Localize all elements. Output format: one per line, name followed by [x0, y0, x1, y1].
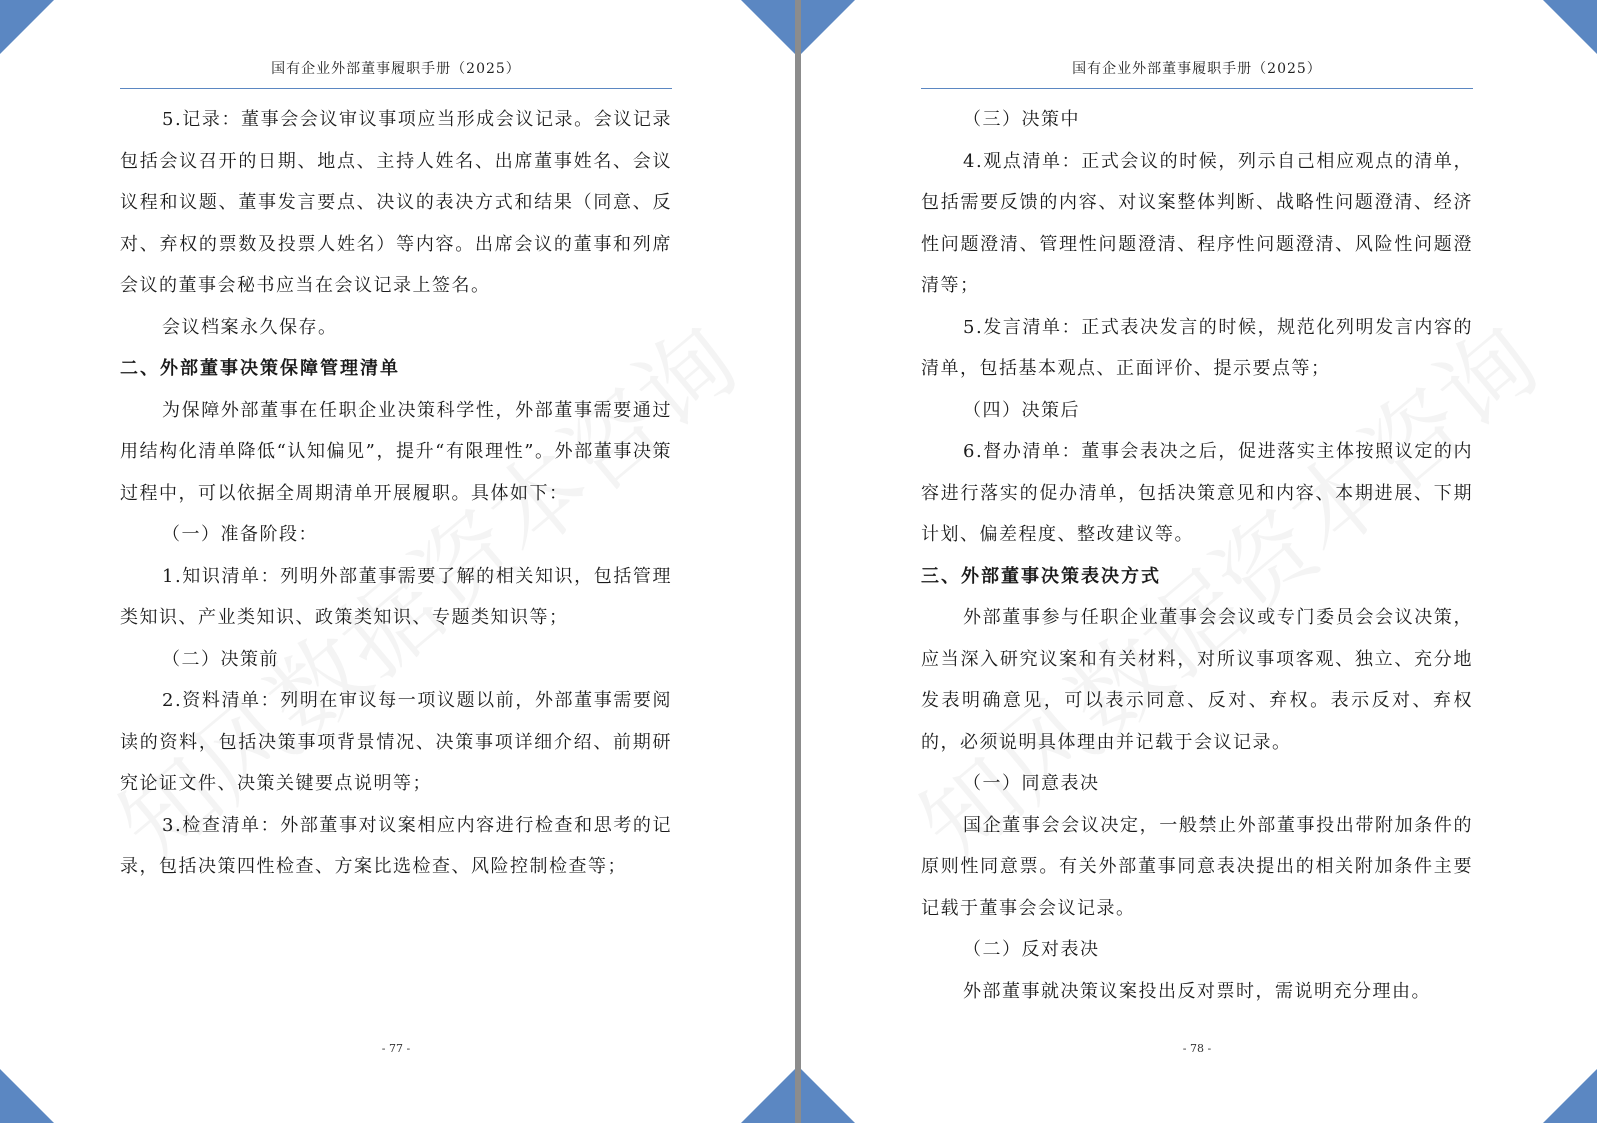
corner-decoration [741, 0, 795, 54]
corner-decoration [0, 1069, 54, 1123]
section-heading: 二、外部董事决策保障管理清单 [120, 358, 400, 379]
paragraph: 3.检查清单：外部董事对议案相应内容进行检查和思考的记录，包括决策四性检查、方案比选检查、风险控制检查等； [120, 814, 672, 877]
page-number: - 78 - [1182, 1042, 1212, 1055]
corner-decoration [741, 1069, 795, 1123]
paragraph: 外部董事就决策议案投出反对票时，需说明充分理由。 [963, 980, 1431, 1002]
page-body [120, 99, 672, 888]
corner-decoration [801, 0, 855, 54]
paragraph: 1.知识清单：列明外部董事需要了解的相关知识，包括管理类知识、产业类知识、政策类知识、专题类知识等； [120, 565, 672, 628]
sub-heading: （四）决策后 [963, 399, 1080, 421]
page-header: 国有企业外部董事履职手册（2025） [921, 58, 1473, 89]
sub-heading: （三）决策中 [963, 109, 1080, 130]
page-right [801, 0, 1597, 1123]
corner-decoration [801, 1069, 855, 1123]
paragraph: 4.观点清单：正式会议的时候，列示自己相应观点的清单，包括需要反馈的内容、对议案整体判断、战略性问题澄清、经济性问题澄清、管理性问题澄清、程序性问题澄清、风险性问题澄清等； [921, 150, 1473, 296]
paragraph: 国企董事会会议决定，一般禁止外部董事投出带附加条件的原则性同意票。有关外部董事同意表决提出的相关附加条件主要记载于董事会会议记录。 [921, 814, 1473, 919]
sub-heading: （一）同意表决 [963, 773, 1100, 794]
sub-heading: （一）准备阶段： [162, 524, 318, 545]
corner-decoration [1543, 1069, 1597, 1123]
paragraph: 5.发言清单：正式表决发言的时候，规范化列明发言内容的清单，包括基本观点、正面评价、提示要点等； [921, 316, 1473, 379]
page-left [0, 0, 795, 1123]
page-number: - 77 - [381, 1042, 411, 1055]
paragraph: 为保障外部董事在任职企业决策科学性，外部董事需要通过用结构化清单降低“认知偏见”，提升“有限理性”。外部董事决策过程中，可以依据全周期清单开展履职。具体如下： [120, 399, 672, 504]
corner-decoration [0, 0, 54, 54]
sub-heading: （二）决策前 [162, 648, 279, 670]
page-header: 国有企业外部董事履职手册（2025） [120, 58, 672, 89]
paragraph: 5.记录：董事会会议审议事项应当形成会议记录。会议记录包括会议召开的日期、地点、主持人姓名、出席董事姓名、会议议程和议题、董事发言要点、决议的表决方式和结果（同意、反对、弃权的票数及投票人姓名）等内容。出席会议的董事和列席会议的董事会秘书应当在会议记录上签名。 [120, 109, 672, 296]
paragraph: 2.资料清单：列明在审议每一项议题以前，外部董事需要阅读的资料，包括决策事项背景情况、决策事项详细介绍、前期研究论证文件、决策关键要点说明等； [120, 690, 672, 794]
page-body [921, 99, 1473, 1012]
corner-decoration [1543, 0, 1597, 54]
sub-heading: （二）反对表决 [963, 939, 1100, 960]
paragraph: 会议档案永久保存。 [162, 316, 338, 338]
section-heading: 三、外部董事决策表决方式 [921, 565, 1161, 587]
paragraph: 外部董事参与任职企业董事会会议或专门委员会会议决策，应当深入研究议案和有关材料，对所议事项客观、独立、充分地发表明确意见，可以表示同意、反对、弃权。表示反对、弃权的，必须说明具体理由并记载于会议记录。 [921, 607, 1473, 753]
paragraph: 6.督办清单：董事会表决之后，促进落实主体按照议定的内容进行落实的促办清单，包括决策意见和内容、本期进展、下期计划、偏差程度、整改建议等。 [921, 441, 1473, 545]
